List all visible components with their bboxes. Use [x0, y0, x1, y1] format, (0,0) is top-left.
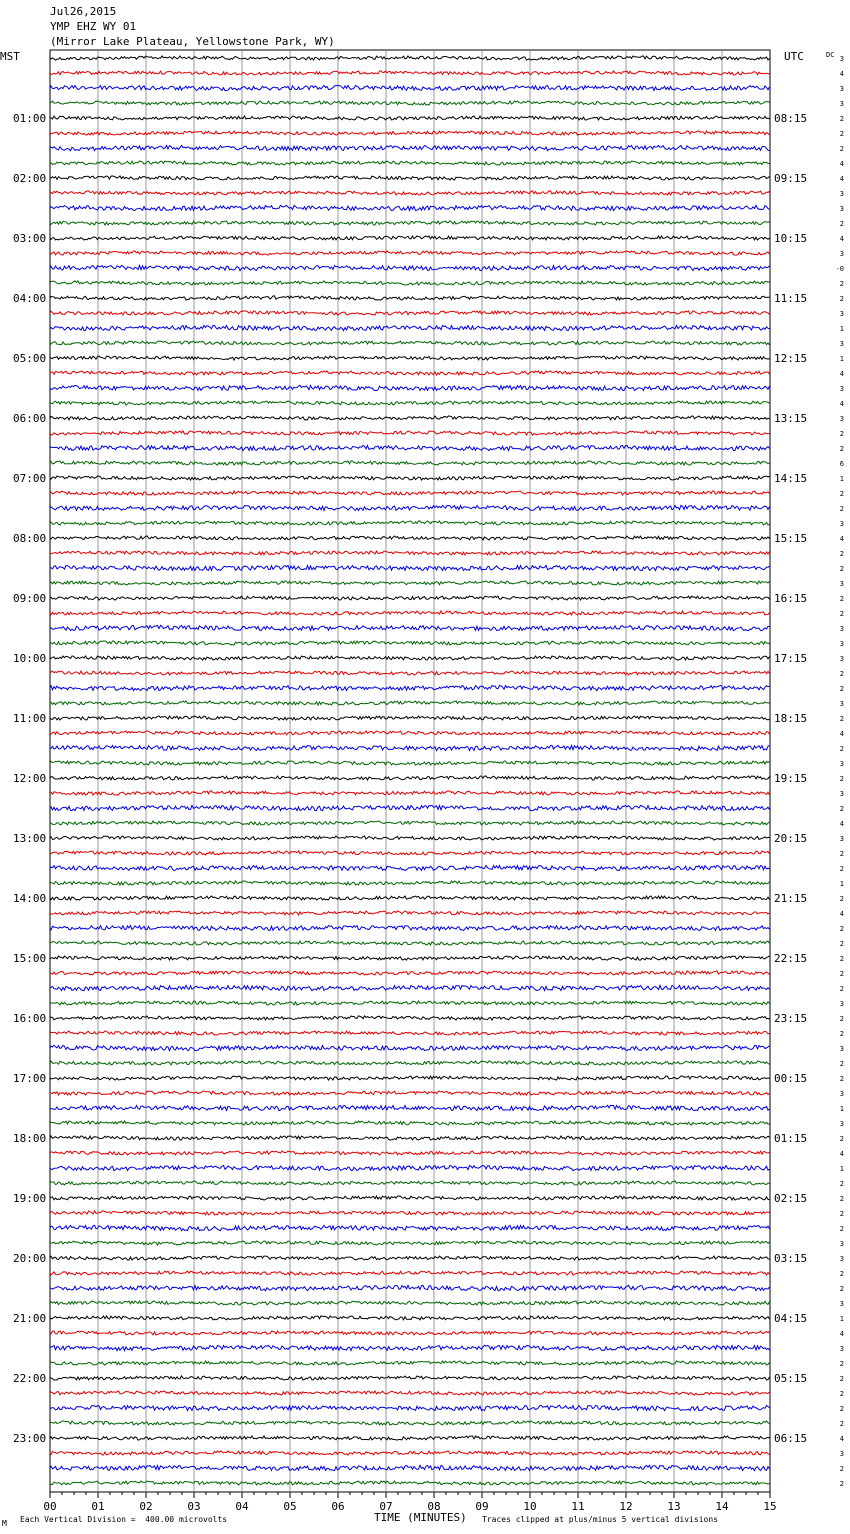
dc-offset-value: 2 — [839, 1075, 844, 1083]
hour-label-utc: 15:15 — [774, 532, 808, 545]
dc-offset-value: 2 — [839, 1210, 844, 1218]
dc-offset-value: 2 — [839, 445, 844, 453]
hour-label-mst: 14:00 — [13, 892, 47, 905]
trace-row — [50, 1301, 770, 1305]
trace-row — [50, 791, 770, 795]
trace-row — [50, 1031, 770, 1035]
dc-offset-value: 3 — [839, 1120, 844, 1128]
dc-offset-value: 2 — [839, 805, 844, 813]
dc-offset-value: 2 — [839, 115, 844, 123]
hour-label-utc: 02:15 — [774, 1192, 808, 1205]
dc-offset-value: 3 — [839, 1345, 844, 1353]
dc-offset-value: 3 — [839, 1045, 844, 1053]
dc-offset-value: 2 — [839, 430, 844, 438]
x-tick-label: 11 — [571, 1500, 585, 1513]
hour-label-mst: 15:00 — [13, 952, 47, 965]
hour-label-utc: 23:15 — [774, 1012, 808, 1025]
dc-offset-value: 3 — [839, 340, 844, 348]
station-code: YMP EHZ WY 01 — [50, 20, 137, 33]
trace-row — [50, 1316, 770, 1320]
x-tick-label: 04 — [235, 1500, 249, 1513]
dc-offset-value: 2 — [839, 1375, 844, 1383]
x-tick-label: 05 — [283, 1500, 297, 1513]
hour-label-utc: 18:15 — [774, 712, 808, 725]
dc-offset-value: 4 — [839, 730, 844, 738]
trace-row — [50, 836, 770, 840]
dc-offset-value: 3 — [839, 205, 844, 213]
trace-row — [50, 521, 770, 525]
hour-label-utc: 20:15 — [774, 832, 808, 845]
trace-row — [50, 1196, 770, 1200]
dc-offset-value: 2 — [839, 595, 844, 603]
dc-offset-value: 3 — [839, 1450, 844, 1458]
trace-row — [50, 341, 770, 345]
hour-label-utc: 04:15 — [774, 1312, 808, 1325]
hour-label-mst: 09:00 — [13, 592, 47, 605]
hour-label-mst: 10:00 — [13, 652, 47, 665]
trace-row — [50, 1241, 770, 1245]
dc-offset-value: 3 — [839, 385, 844, 393]
dc-offset-value: 2 — [839, 1465, 844, 1473]
dc-offset-value: 3 — [839, 700, 844, 708]
dc-offset-value: 3 — [839, 310, 844, 318]
trace-row — [50, 325, 770, 330]
trace-row — [50, 1181, 770, 1185]
hour-label-mst: 19:00 — [13, 1192, 47, 1205]
trace-row — [50, 536, 770, 540]
hour-label-mst: 13:00 — [13, 832, 47, 845]
dc-offset-value: 3 — [839, 250, 844, 258]
dc-offset-value: 4 — [839, 1435, 844, 1443]
trace-row — [50, 311, 770, 315]
trace-row — [50, 205, 770, 210]
trace-row — [50, 371, 770, 375]
x-tick-label: 01 — [91, 1500, 105, 1513]
dc-offset-value: 4 — [839, 160, 844, 168]
trace-row — [50, 445, 770, 450]
trace-row — [50, 985, 770, 990]
dc-offset-value: 2 — [839, 1060, 844, 1068]
dc-offset-value: 3 — [839, 1000, 844, 1008]
dc-offset-value: 2 — [839, 280, 844, 288]
trace-row — [50, 1225, 770, 1230]
trace-row — [50, 941, 770, 945]
x-tick-label: 09 — [475, 1500, 489, 1513]
trace-row — [50, 881, 770, 885]
hour-label-mst: 07:00 — [13, 472, 47, 485]
dc-offset-value: 4 — [839, 175, 844, 183]
hour-label-mst: 16:00 — [13, 1012, 47, 1025]
dc-offset-value: 4 — [839, 370, 844, 378]
trace-row — [50, 161, 770, 165]
hour-label-mst: 20:00 — [13, 1252, 47, 1265]
dc-offset-value: 3 — [839, 415, 844, 423]
dc-offset-value: 1 — [839, 1315, 844, 1323]
dc-offset-value: 4 — [839, 1150, 844, 1158]
trace-row — [50, 251, 770, 255]
x-axis-title: TIME (MINUTES) — [374, 1511, 467, 1524]
trace-row — [50, 1361, 770, 1365]
trace-row — [50, 1331, 770, 1335]
dc-offset-value: 3 — [839, 625, 844, 633]
dc-offset-value: 2 — [839, 1225, 844, 1233]
dc-offset-value: 4 — [839, 70, 844, 78]
dc-offset-value: 2 — [839, 940, 844, 948]
trace-row — [50, 1256, 770, 1260]
trace-row — [50, 416, 770, 420]
dc-offset-value: 3 — [839, 835, 844, 843]
dc-offset-value: 3 — [839, 190, 844, 198]
trace-row — [50, 71, 770, 75]
dc-offset-value: 4 — [839, 535, 844, 543]
dc-offset-value: 2 — [839, 985, 844, 993]
trace-row — [50, 266, 770, 271]
x-tick-label: 10 — [523, 1500, 537, 1513]
hour-label-mst: 02:00 — [13, 172, 47, 185]
x-tick-label: 06 — [331, 1500, 345, 1513]
left-axis-label: MST — [0, 50, 20, 63]
dc-offset-value: 2 — [839, 1360, 844, 1368]
dc-offset-value: 3 — [839, 1090, 844, 1098]
hour-label-mst: 22:00 — [13, 1372, 47, 1385]
trace-row — [50, 1061, 770, 1065]
dc-offset-value: 2 — [839, 1405, 844, 1413]
trace-row — [50, 1376, 770, 1380]
hour-label-mst: 18:00 — [13, 1132, 47, 1145]
dc-offset-value: 1 — [839, 475, 844, 483]
hour-label-mst: 04:00 — [13, 292, 47, 305]
trace-row — [50, 866, 770, 871]
dc-offset-value: 2 — [839, 1030, 844, 1038]
trace-row — [50, 1271, 770, 1275]
hour-label-mst: 03:00 — [13, 232, 47, 245]
hour-label-utc: 21:15 — [774, 892, 808, 905]
dc-offset-value: 1 — [839, 355, 844, 363]
trace-row — [50, 956, 770, 960]
dc-offset-value: 2 — [839, 1285, 844, 1293]
trace-row — [50, 565, 770, 570]
scale-note: Each Vertical Division = 400.00 microvolts — [20, 1515, 228, 1524]
dc-offset-value: 4 — [839, 820, 844, 828]
dc-offset-value: 1 — [839, 325, 844, 333]
trace-row — [50, 476, 770, 480]
trace-row — [50, 1451, 770, 1455]
hour-label-utc: 12:15 — [774, 352, 808, 365]
dc-offset-value: 2 — [839, 565, 844, 573]
trace-row — [50, 145, 770, 150]
trace-row — [50, 1465, 770, 1470]
hour-label-utc: 01:15 — [774, 1132, 808, 1145]
hour-label-mst: 23:00 — [13, 1432, 47, 1445]
dc-offset-value: 2 — [839, 865, 844, 873]
trace-row — [50, 281, 770, 285]
dc-offset-value: 6 — [839, 460, 844, 468]
trace-row — [50, 671, 770, 675]
x-tick-label: 00 — [43, 1500, 57, 1513]
trace-row — [50, 1045, 770, 1050]
hour-label-utc: 16:15 — [774, 592, 808, 605]
trace-row — [50, 925, 770, 930]
trace-row — [50, 581, 770, 585]
trace-row — [50, 385, 770, 390]
trace-row — [50, 851, 770, 855]
trace-row — [50, 176, 770, 180]
station-location: (Mirror Lake Plateau, Yellowstone Park, WY) — [50, 35, 335, 48]
dc-offset-value: 2 — [839, 610, 844, 618]
trace-row — [50, 596, 770, 600]
hour-label-mst: 08:00 — [13, 532, 47, 545]
x-tick-label: 08 — [427, 1500, 441, 1513]
trace-row — [50, 761, 770, 765]
hour-label-utc: 03:15 — [774, 1252, 808, 1265]
trace-row — [50, 551, 770, 555]
dc-offset-value: 2 — [839, 1195, 844, 1203]
hour-label-mst: 17:00 — [13, 1072, 47, 1085]
dc-offset-value: 2 — [839, 1480, 844, 1488]
dc-offset-value: 2 — [839, 1015, 844, 1023]
dc-offset-value: 3 — [839, 520, 844, 528]
trace-row — [50, 101, 770, 105]
trace-row — [50, 1391, 770, 1395]
trace-row — [50, 1121, 770, 1125]
trace-row — [50, 1136, 770, 1140]
dc-offset-value: 2 — [839, 745, 844, 753]
trace-row — [50, 191, 770, 195]
trace-row — [50, 1091, 770, 1095]
trace-row — [50, 821, 770, 825]
dc-offset-value: 2 — [839, 295, 844, 303]
dc-offset-value: 3 — [839, 790, 844, 798]
dc-offset-value: 2 — [839, 670, 844, 678]
dc-offset-value: 2 — [839, 850, 844, 858]
dc-offset-value: -0 — [835, 265, 844, 273]
dc-offset-value: 3 — [839, 760, 844, 768]
x-tick-label: 13 — [667, 1500, 681, 1513]
trace-row — [50, 1436, 770, 1440]
trace-row — [50, 776, 770, 780]
x-tick-label: 02 — [139, 1500, 153, 1513]
trace-row — [50, 56, 770, 60]
dc-offset-value: 2 — [839, 505, 844, 513]
dc-offset-value: 2 — [839, 715, 844, 723]
x-tick-label: 14 — [715, 1500, 729, 1513]
trace-row — [50, 85, 770, 90]
dc-offset-value: 3 — [839, 1255, 844, 1263]
hour-label-utc: 05:15 — [774, 1372, 808, 1385]
hour-label-mst: 05:00 — [13, 352, 47, 365]
hour-label-utc: 10:15 — [774, 232, 808, 245]
trace-row — [50, 491, 770, 495]
dc-offset-value: 2 — [839, 130, 844, 138]
dc-offset-value: 4 — [839, 1330, 844, 1338]
x-tick-label: 15 — [763, 1500, 777, 1513]
trace-row — [50, 745, 770, 750]
hour-label-utc: 13:15 — [774, 412, 808, 425]
hour-label-utc: 17:15 — [774, 652, 808, 665]
dc-offset-value: 1 — [839, 1105, 844, 1113]
dc-offset-value: 2 — [839, 1180, 844, 1188]
x-tick-label: 07 — [379, 1500, 393, 1513]
trace-row — [50, 1001, 770, 1005]
dc-offset-value: 2 — [839, 895, 844, 903]
trace-row — [50, 611, 770, 615]
trace-row — [50, 1076, 770, 1080]
hour-label-utc: 11:15 — [774, 292, 808, 305]
hour-label-utc: 19:15 — [774, 772, 808, 785]
dc-offset-value: 2 — [839, 1135, 844, 1143]
dc-offset-value: 2 — [839, 970, 844, 978]
hour-label-mst: 01:00 — [13, 112, 47, 125]
trace-row — [50, 116, 770, 120]
trace-row — [50, 656, 770, 660]
dc-offset-value: 4 — [839, 910, 844, 918]
trace-row — [50, 401, 770, 405]
trace-row — [50, 296, 770, 300]
chart-date: Jul26,2015 — [50, 5, 117, 18]
dc-offset-value: 3 — [839, 655, 844, 663]
trace-row — [50, 1421, 770, 1425]
trace-row — [50, 1285, 770, 1290]
hour-label-utc: 09:15 — [774, 172, 808, 185]
trace-row — [50, 805, 770, 810]
dc-offset-value: 4 — [839, 400, 844, 408]
trace-row — [50, 461, 770, 465]
trace-row — [50, 701, 770, 705]
dc-offset-value: 3 — [839, 580, 844, 588]
x-tick-label: 03 — [187, 1500, 201, 1513]
trace-row — [50, 896, 770, 900]
dc-offset-value: 2 — [839, 1270, 844, 1278]
trace-row — [50, 1016, 770, 1020]
trace-row — [50, 641, 770, 645]
trace-row — [50, 716, 770, 720]
trace-row — [50, 1151, 770, 1155]
dc-offset-value: 2 — [839, 145, 844, 153]
dc-offset-value: 1 — [839, 1165, 844, 1173]
hour-label-utc: 14:15 — [774, 472, 808, 485]
dc-offset-value: 2 — [839, 490, 844, 498]
hour-label-utc: 00:15 — [774, 1072, 808, 1085]
trace-row — [50, 1405, 770, 1410]
x-tick-label: 12 — [619, 1500, 633, 1513]
dc-offset-value: 1 — [839, 880, 844, 888]
trace-row — [50, 731, 770, 735]
dc-offset-value: 2 — [839, 220, 844, 228]
trace-row — [50, 1105, 770, 1110]
dc-offset-value: 3 — [839, 1300, 844, 1308]
hour-label-utc: 06:15 — [774, 1432, 808, 1445]
trace-row — [50, 971, 770, 975]
hour-label-mst: 06:00 — [13, 412, 47, 425]
dc-offset-value: 3 — [839, 1240, 844, 1248]
trace-row — [50, 356, 770, 360]
footer-mark: M — [2, 1519, 7, 1528]
trace-row — [50, 1165, 770, 1170]
dc-offset-value: 2 — [839, 1420, 844, 1428]
dc-offset-value: 3 — [839, 100, 844, 108]
trace-row — [50, 505, 770, 510]
dc-offset-value: 2 — [839, 955, 844, 963]
dc-offset-value: 2 — [839, 925, 844, 933]
hour-label-mst: 21:00 — [13, 1312, 47, 1325]
dc-label: DC — [826, 51, 835, 59]
trace-row — [50, 236, 770, 240]
trace-row — [50, 131, 770, 135]
clip-note: Traces clipped at plus/minus 5 vertical divisions — [482, 1515, 719, 1524]
trace-row — [50, 685, 770, 690]
dc-offset-value: 3 — [839, 640, 844, 648]
trace-row — [50, 1481, 770, 1485]
trace-row — [50, 221, 770, 225]
trace-row — [50, 431, 770, 435]
trace-row — [50, 1211, 770, 1215]
right-axis-label: UTC — [784, 50, 804, 63]
trace-row — [50, 1345, 770, 1350]
hour-label-mst: 11:00 — [13, 712, 47, 725]
dc-offset-value: 2 — [839, 685, 844, 693]
hour-label-utc: 22:15 — [774, 952, 808, 965]
dc-offset-value: 3 — [839, 85, 844, 93]
trace-row — [50, 911, 770, 915]
dc-offset-value: 2 — [839, 550, 844, 558]
dc-offset-value: 3 — [839, 55, 844, 63]
trace-row — [50, 625, 770, 630]
dc-offset-value: 4 — [839, 235, 844, 243]
dc-offset-value: 2 — [839, 775, 844, 783]
dc-offset-value: 2 — [839, 1390, 844, 1398]
hour-label-mst: 12:00 — [13, 772, 47, 785]
hour-label-utc: 08:15 — [774, 112, 808, 125]
